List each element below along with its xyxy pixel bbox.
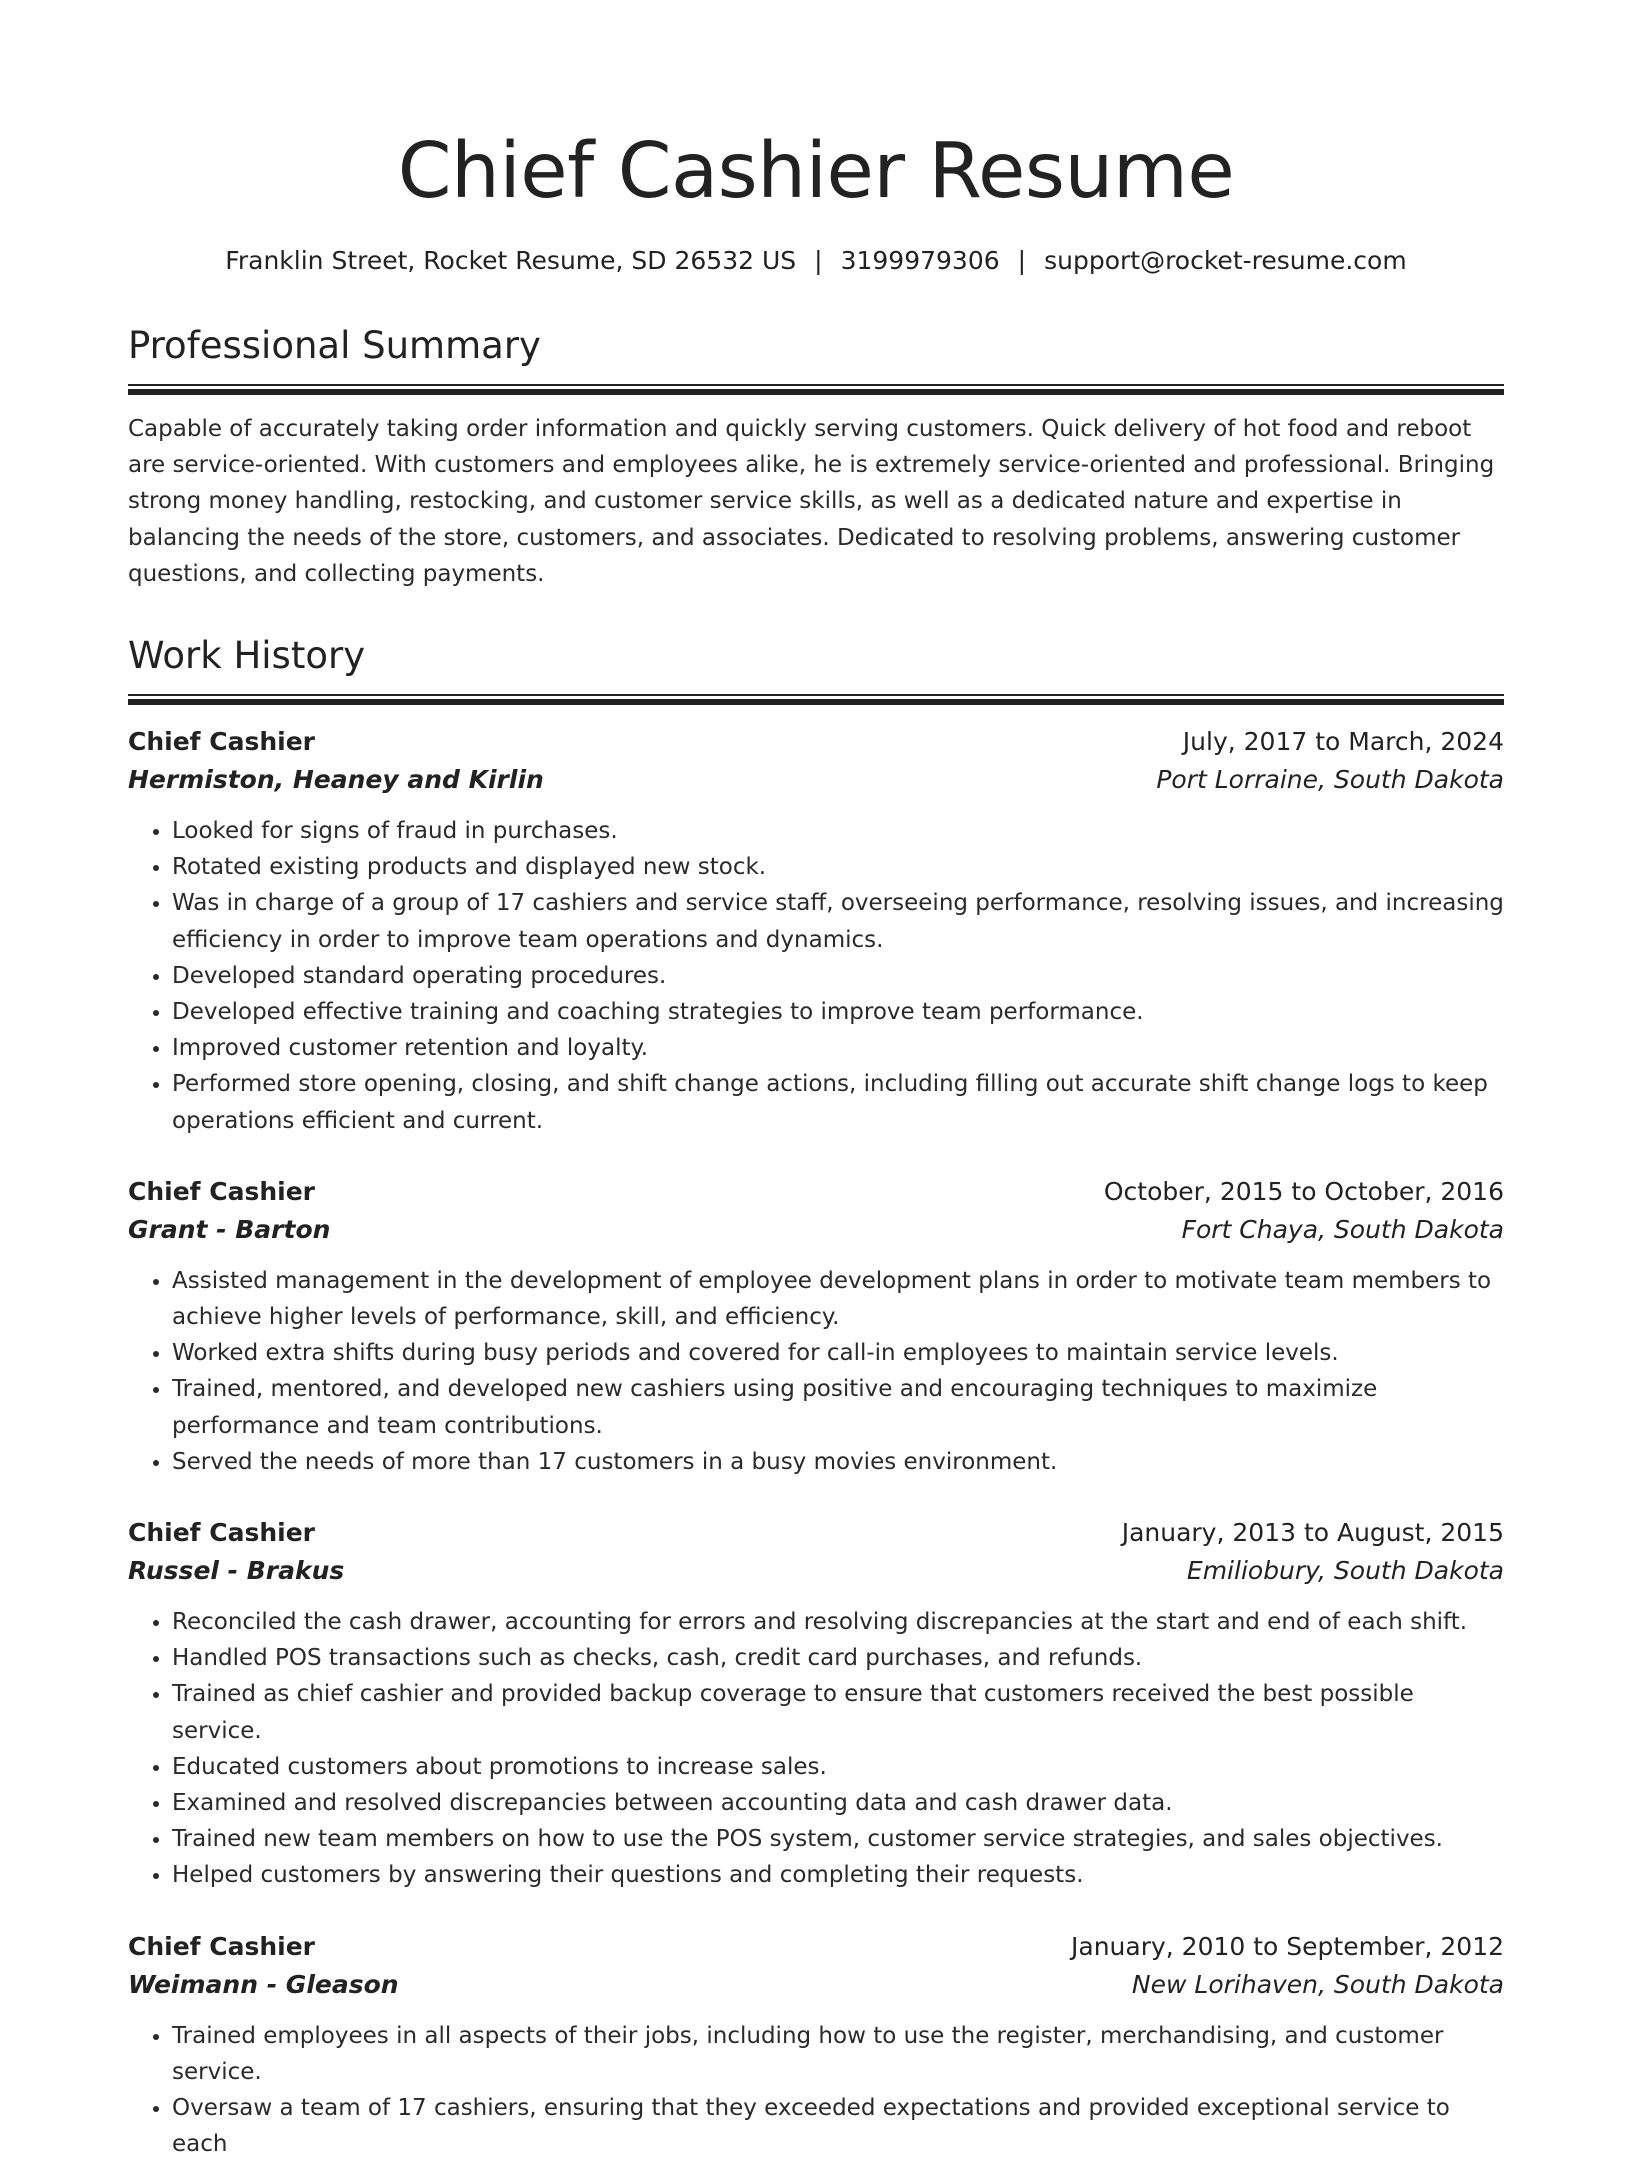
job-bullet-list — [128, 2018, 1504, 2163]
job-company: Grant - Barton — [128, 1214, 331, 1244]
job-bullet: • Was in charge of a group of 17 cashiers and service staff, overseeing performance, resolving issues, and increasing efficiency in order to improve team operations and dynamics. — [172, 885, 1504, 957]
job-bullet-list — [128, 813, 1504, 1139]
job-bullet: • Performed store opening, closing, and shift change actions, including filling out accurate shift change logs to keep operations efficient and current. — [172, 1066, 1504, 1138]
professional-summary-section — [128, 322, 1504, 592]
summary-text: Capable of accurately taking order information and quickly serving customers. Quick delivery of hot food and reboot are service-oriented. With customers and employees alike, he is extremely service-oriented and professional. Bringing strong money handling, restocking, and customer service skills, as well as a dedicated nature and expertise in balancing the needs of the store, customers, and associates. Dedicated to resolving problems, answering customer questions, and collecting payments. — [128, 416, 1495, 587]
job-bullet: • Developed standard operating procedures. — [172, 958, 1504, 994]
job-subheader-row — [128, 1211, 1504, 1249]
section-heading-summary: Professional Summary — [128, 324, 541, 367]
contact-phone: 3199979306 — [840, 246, 1000, 275]
job-entry — [128, 1928, 1504, 2163]
job-bullet: • Assisted management in the development of employee development plans in order to motivate team members to achieve higher levels of performance, skill, and efficiency. — [172, 1263, 1504, 1335]
job-bullet-list — [128, 1604, 1504, 1894]
job-dates: October, 2015 to October, 2016 — [1103, 1176, 1504, 1206]
job-bullet: • Improved customer retention and loyalty. — [172, 1030, 1504, 1066]
job-bullet: • Handled POS transactions such as checks, cash, credit card purchases, and refunds. — [172, 1640, 1504, 1676]
job-header-row — [128, 1173, 1504, 1211]
job-location: Fort Chaya, South Dakota — [1181, 1214, 1504, 1244]
job-company: Russel - Brakus — [128, 1556, 345, 1586]
job-dates: January, 2013 to August, 2015 — [1121, 1518, 1504, 1548]
job-bullet: • Looked for signs of fraud in purchases. — [172, 813, 1504, 849]
job-bullet: • Developed effective training and coaching strategies to improve team performance. — [172, 994, 1504, 1030]
job-bullet: • Trained employees in all aspects of their jobs, including how to use the register, merchandising, and customer service. — [172, 2018, 1504, 2090]
job-entry — [128, 723, 1504, 1139]
job-bullet: • Helped customers by answering their questions and completing their requests. — [172, 1857, 1504, 1893]
job-location: New Lorihaven, South Dakota — [1131, 1969, 1504, 1999]
job-header-row — [128, 1928, 1504, 1966]
section-heading-work-history: Work History — [128, 634, 366, 678]
contact-address: Franklin Street, Rocket Resume, SD 26532 US — [225, 246, 797, 275]
job-bullet: • Worked extra shifts during busy periods and covered for call-in employees to maintain service levels. — [172, 1335, 1504, 1371]
contact-separator: | — [1017, 246, 1027, 275]
resume-title: Chief Cashier Resume — [397, 127, 1235, 216]
work-history-section — [128, 632, 1504, 2162]
contact-line — [128, 244, 1504, 278]
job-bullet: • Served the needs of more than 17 customers in a busy movies environment. — [172, 1444, 1504, 1480]
job-header-row — [128, 1514, 1504, 1552]
section-divider — [128, 384, 1504, 395]
job-bullet: • Oversaw a team of 17 cashiers, ensuring that they exceeded expectations and provided exceptional service to each — [172, 2090, 1504, 2162]
job-title: Chief Cashier — [128, 1518, 315, 1548]
job-company: Hermiston, Heaney and Kirlin — [128, 765, 544, 795]
job-header-row — [128, 723, 1504, 761]
job-subheader-row — [128, 761, 1504, 799]
section-divider — [128, 694, 1504, 705]
job-title: Chief Cashier — [128, 727, 315, 757]
job-bullet: • Examined and resolved discrepancies between accounting data and cash drawer data. — [172, 1785, 1504, 1821]
job-bullet-list — [128, 1263, 1504, 1480]
contact-separator: | — [814, 246, 823, 275]
job-dates: July, 2017 to March, 2024 — [1182, 727, 1504, 757]
job-title: Chief Cashier — [128, 1176, 315, 1206]
job-bullet: • Trained as chief cashier and provided backup coverage to ensure that customers received the best possible service. — [172, 1676, 1504, 1748]
contact-email[interactable]: support@rocket-resume.com — [1044, 246, 1407, 275]
job-bullet: • Reconciled the cash drawer, accounting for errors and resolving discrepancies at the start and end of each shift. — [172, 1604, 1504, 1640]
job-subheader-row — [128, 1966, 1504, 2004]
job-title: Chief Cashier — [128, 1931, 315, 1961]
job-dates: January, 2010 to September, 2012 — [1071, 1931, 1504, 1961]
job-entry — [128, 1173, 1504, 1480]
job-company: Weimann - Gleason — [128, 1969, 399, 1999]
job-location: Port Lorraine, South Dakota — [1156, 765, 1504, 795]
job-bullet: • Educated customers about promotions to increase sales. — [172, 1749, 1504, 1785]
job-bullet: • Trained new team members on how to use the POS system, customer service strategies, and sales objectives. — [172, 1821, 1504, 1857]
job-bullet: • Rotated existing products and displayed new stock. — [172, 849, 1504, 885]
job-subheader-row — [128, 1552, 1504, 1590]
job-bullet: • Trained, mentored, and developed new cashiers using positive and encouraging techniques to maximize performance and team contributions. — [172, 1371, 1504, 1443]
job-entry — [128, 1514, 1504, 1894]
job-location: Emiliobury, South Dakota — [1186, 1556, 1504, 1586]
